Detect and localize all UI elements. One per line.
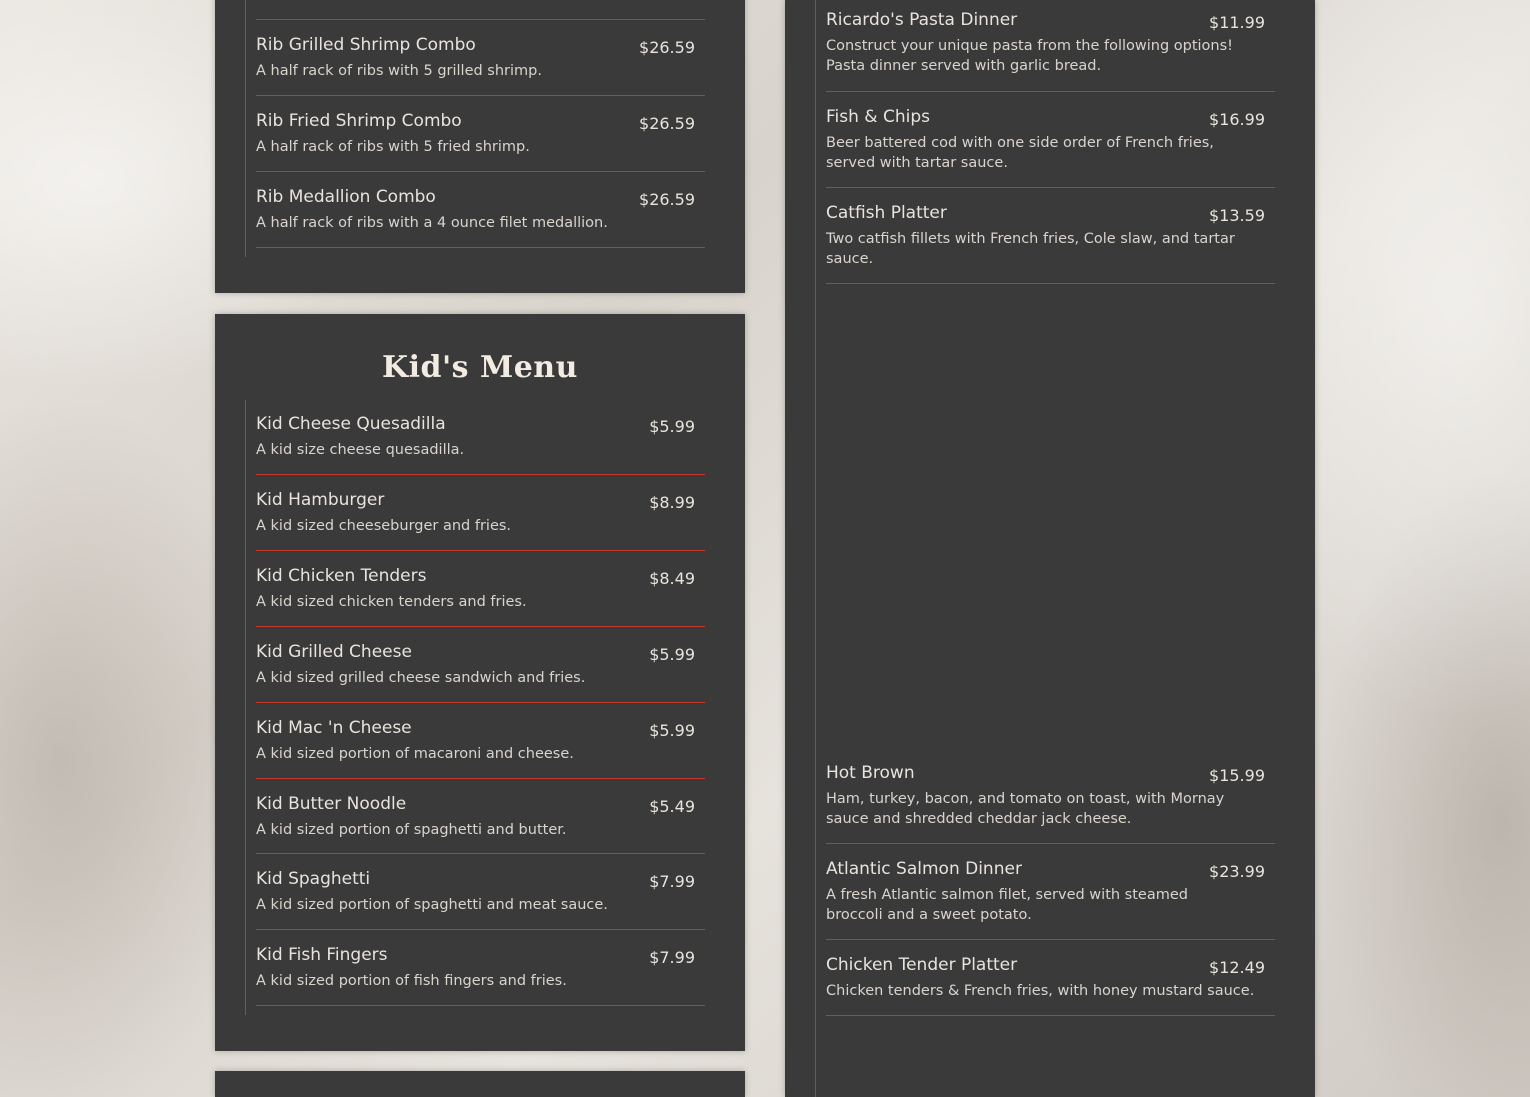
menu-item-description: Two catfish fillets with French fries, Cole slaw, and tartar sauce. [826,231,1235,267]
menu-item-description: A kid sized grilled cheese sandwich and fries. [256,670,586,686]
menu-section-entrees [785,0,1315,1097]
menu-item-price: $15.99 [1209,766,1265,785]
menu-item-price: $26.59 [639,38,695,57]
menu-item-description: A kid sized cheeseburger and fries. [256,518,512,534]
menu-item-name: Kid Grilled Cheese [256,642,412,662]
menu-item-price: $5.49 [649,797,695,816]
menu-item[interactable] [256,414,705,475]
menu-item-description: Ham, turkey, bacon, and tomato on toast, with Mornay sauce and shredded cheddar jack cheese. [826,791,1225,827]
menu-item-description: Chicken tenders & French fries, with honey mustard sauce. [826,983,1255,999]
menu-item-price: $5.99 [649,721,695,740]
menu-item-price: $8.99 [649,493,695,512]
section-title: Kid's Menu [382,350,578,385]
menu-item[interactable] [256,490,705,551]
menu-item-name: Ricardo's Pasta Dinner [826,10,1018,30]
menu-item-description: A kid size cheese quesadilla. [256,442,465,458]
menu-section-kids [215,314,745,1051]
menu-item[interactable] [256,566,705,627]
menu-item-price: $7.99 [649,948,695,967]
menu-item-name: Catfish Platter [826,203,947,223]
menu-item-price: $23.99 [1209,862,1265,881]
menu-item-description: Beer battered cod with one side order of French fries, served with tartar sauce. [826,135,1214,171]
menu-item[interactable] [256,945,705,1006]
menu-item-price: $26.59 [639,190,695,209]
menu-item-divider-top [256,0,705,20]
menu-item-name: Kid Butter Noodle [256,794,407,814]
menu-item[interactable] [256,718,705,779]
menu-item[interactable] [256,187,705,248]
menu-section-combos [215,0,745,293]
menu-item[interactable] [826,203,1275,284]
menu-item[interactable] [826,763,1275,844]
menu-item-name: Atlantic Salmon Dinner [826,859,1022,879]
menu-item-name: Chicken Tender Platter [826,955,1018,975]
menu-item[interactable] [256,35,705,96]
section-rule [245,400,246,1015]
menu-item-name: Kid Mac 'n Cheese [256,718,412,738]
menu-item-name: Kid Cheese Quesadilla [256,414,446,434]
menu-item-price: $7.99 [649,872,695,891]
menu-item-name: Kid Spaghetti [256,869,371,889]
menu-item[interactable] [826,859,1275,940]
menu-item-description: A kid sized chicken tenders and fries. [256,594,527,610]
menu-item-name: Rib Fried Shrimp Combo [256,111,462,131]
menu-item-name: Kid Hamburger [256,490,385,510]
menu-item-description: Construct your unique pasta from the following options! Pasta dinner served with garlic bread. [826,38,1233,74]
menu-item[interactable] [826,955,1275,1016]
menu-item-description: A half rack of ribs with 5 fried shrimp. [256,139,530,155]
menu-item-price: $11.99 [1209,13,1265,32]
menu-item-name: Rib Grilled Shrimp Combo [256,35,476,55]
menu-item-price: $5.99 [649,645,695,664]
menu-item[interactable] [256,642,705,703]
menu-item-description: A kid sized portion of spaghetti and butter. [256,822,567,838]
menu-item-name: Kid Chicken Tenders [256,566,427,586]
menu-item-name: Kid Fish Fingers [256,945,388,965]
menu-item-name: Fish & Chips [826,107,930,127]
menu-item[interactable] [256,794,705,854]
menu-item[interactable] [256,111,705,172]
menu-item-price: $16.99 [1209,110,1265,129]
menu-item-price: $12.49 [1209,958,1265,977]
menu-section-next [215,1071,745,1097]
menu-item-name: Rib Medallion Combo [256,187,436,207]
section-rule [245,0,246,257]
menu-item-description: A kid sized portion of spaghetti and meat sauce. [256,897,608,913]
menu-item-description: A kid sized portion of macaroni and cheese. [256,746,574,762]
menu-item-price: $8.49 [649,569,695,588]
menu-item-description: A half rack of ribs with 5 grilled shrimp. [256,63,542,79]
menu-item-price: $13.59 [1209,206,1265,225]
menu-item-description: A kid sized portion of fish fingers and fries. [256,973,567,989]
menu-item-price: $5.99 [649,417,695,436]
menu-item-name: Hot Brown [826,763,915,783]
menu-item[interactable] [826,107,1275,188]
section-rule [815,0,816,1097]
menu-item-price: $26.59 [639,114,695,133]
menu-item[interactable] [826,10,1275,92]
menu-item-description: A fresh Atlantic salmon filet, served with steamed broccoli and a sweet potato. [826,887,1188,923]
menu-item[interactable] [256,869,705,930]
menu-item-description: A half rack of ribs with a 4 ounce filet medallion. [256,215,608,231]
